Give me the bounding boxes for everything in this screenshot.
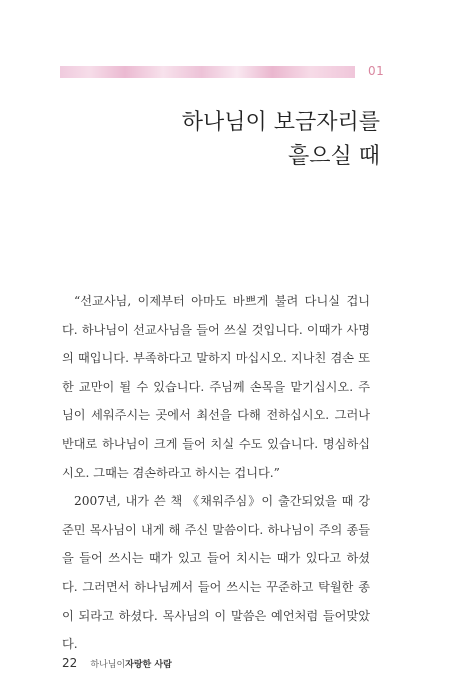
page-footer <box>62 652 172 671</box>
chapter-title <box>182 106 380 174</box>
paragraph-1: “선교사님, 이제부터 아마도 바쁘게 불려 다니실 겁니다. 하나님이 선교사님을 들어 쓰실 것입니다. 이때가 사명의 때입니다. 부족하다고 말하지 마십시오. 지나친 겸손 또한 교만이 될 수 있습니다. 주님께 손목을 맡기십시오. 주님이 세워주시는 곳에서 최선을 다해 전하십시오. 그러나 반대로 하나님이 크게 들어 치실 수도 있습니다. 명심하십시오. 그때는 겸손하라고 하시는 겁니다.” <box>62 294 370 480</box>
page-number: 22 <box>62 656 78 670</box>
paragraph-2: 2007년, 내가 쓴 책 《채워주심》이 출간되었을 때 강준민 목사님이 내게 해 주신 말씀이다. 하나님이 주의 종들을 들어 쓰시는 때가 있고 들어 치시는 때가 있다고 하셨다. 그러면서 하나님께서 들어 쓰시는 꾸준하고 탁월한 종이 되라고 하셨다. 목사님의 이 말씀은 예언처럼 들어맞았다. <box>62 494 370 652</box>
chapter-number: 01 <box>368 64 385 78</box>
header-decorative-band <box>60 66 355 78</box>
chapter-title-line-2: 흩으실 때 <box>287 144 380 169</box>
chapter-title-line-1: 하나님이 보금자리를 <box>181 110 380 135</box>
book-title-part-2: 자랑한 사람 <box>125 660 172 670</box>
body-text <box>62 287 370 659</box>
book-title-part-1: 하나님이 <box>90 660 126 670</box>
